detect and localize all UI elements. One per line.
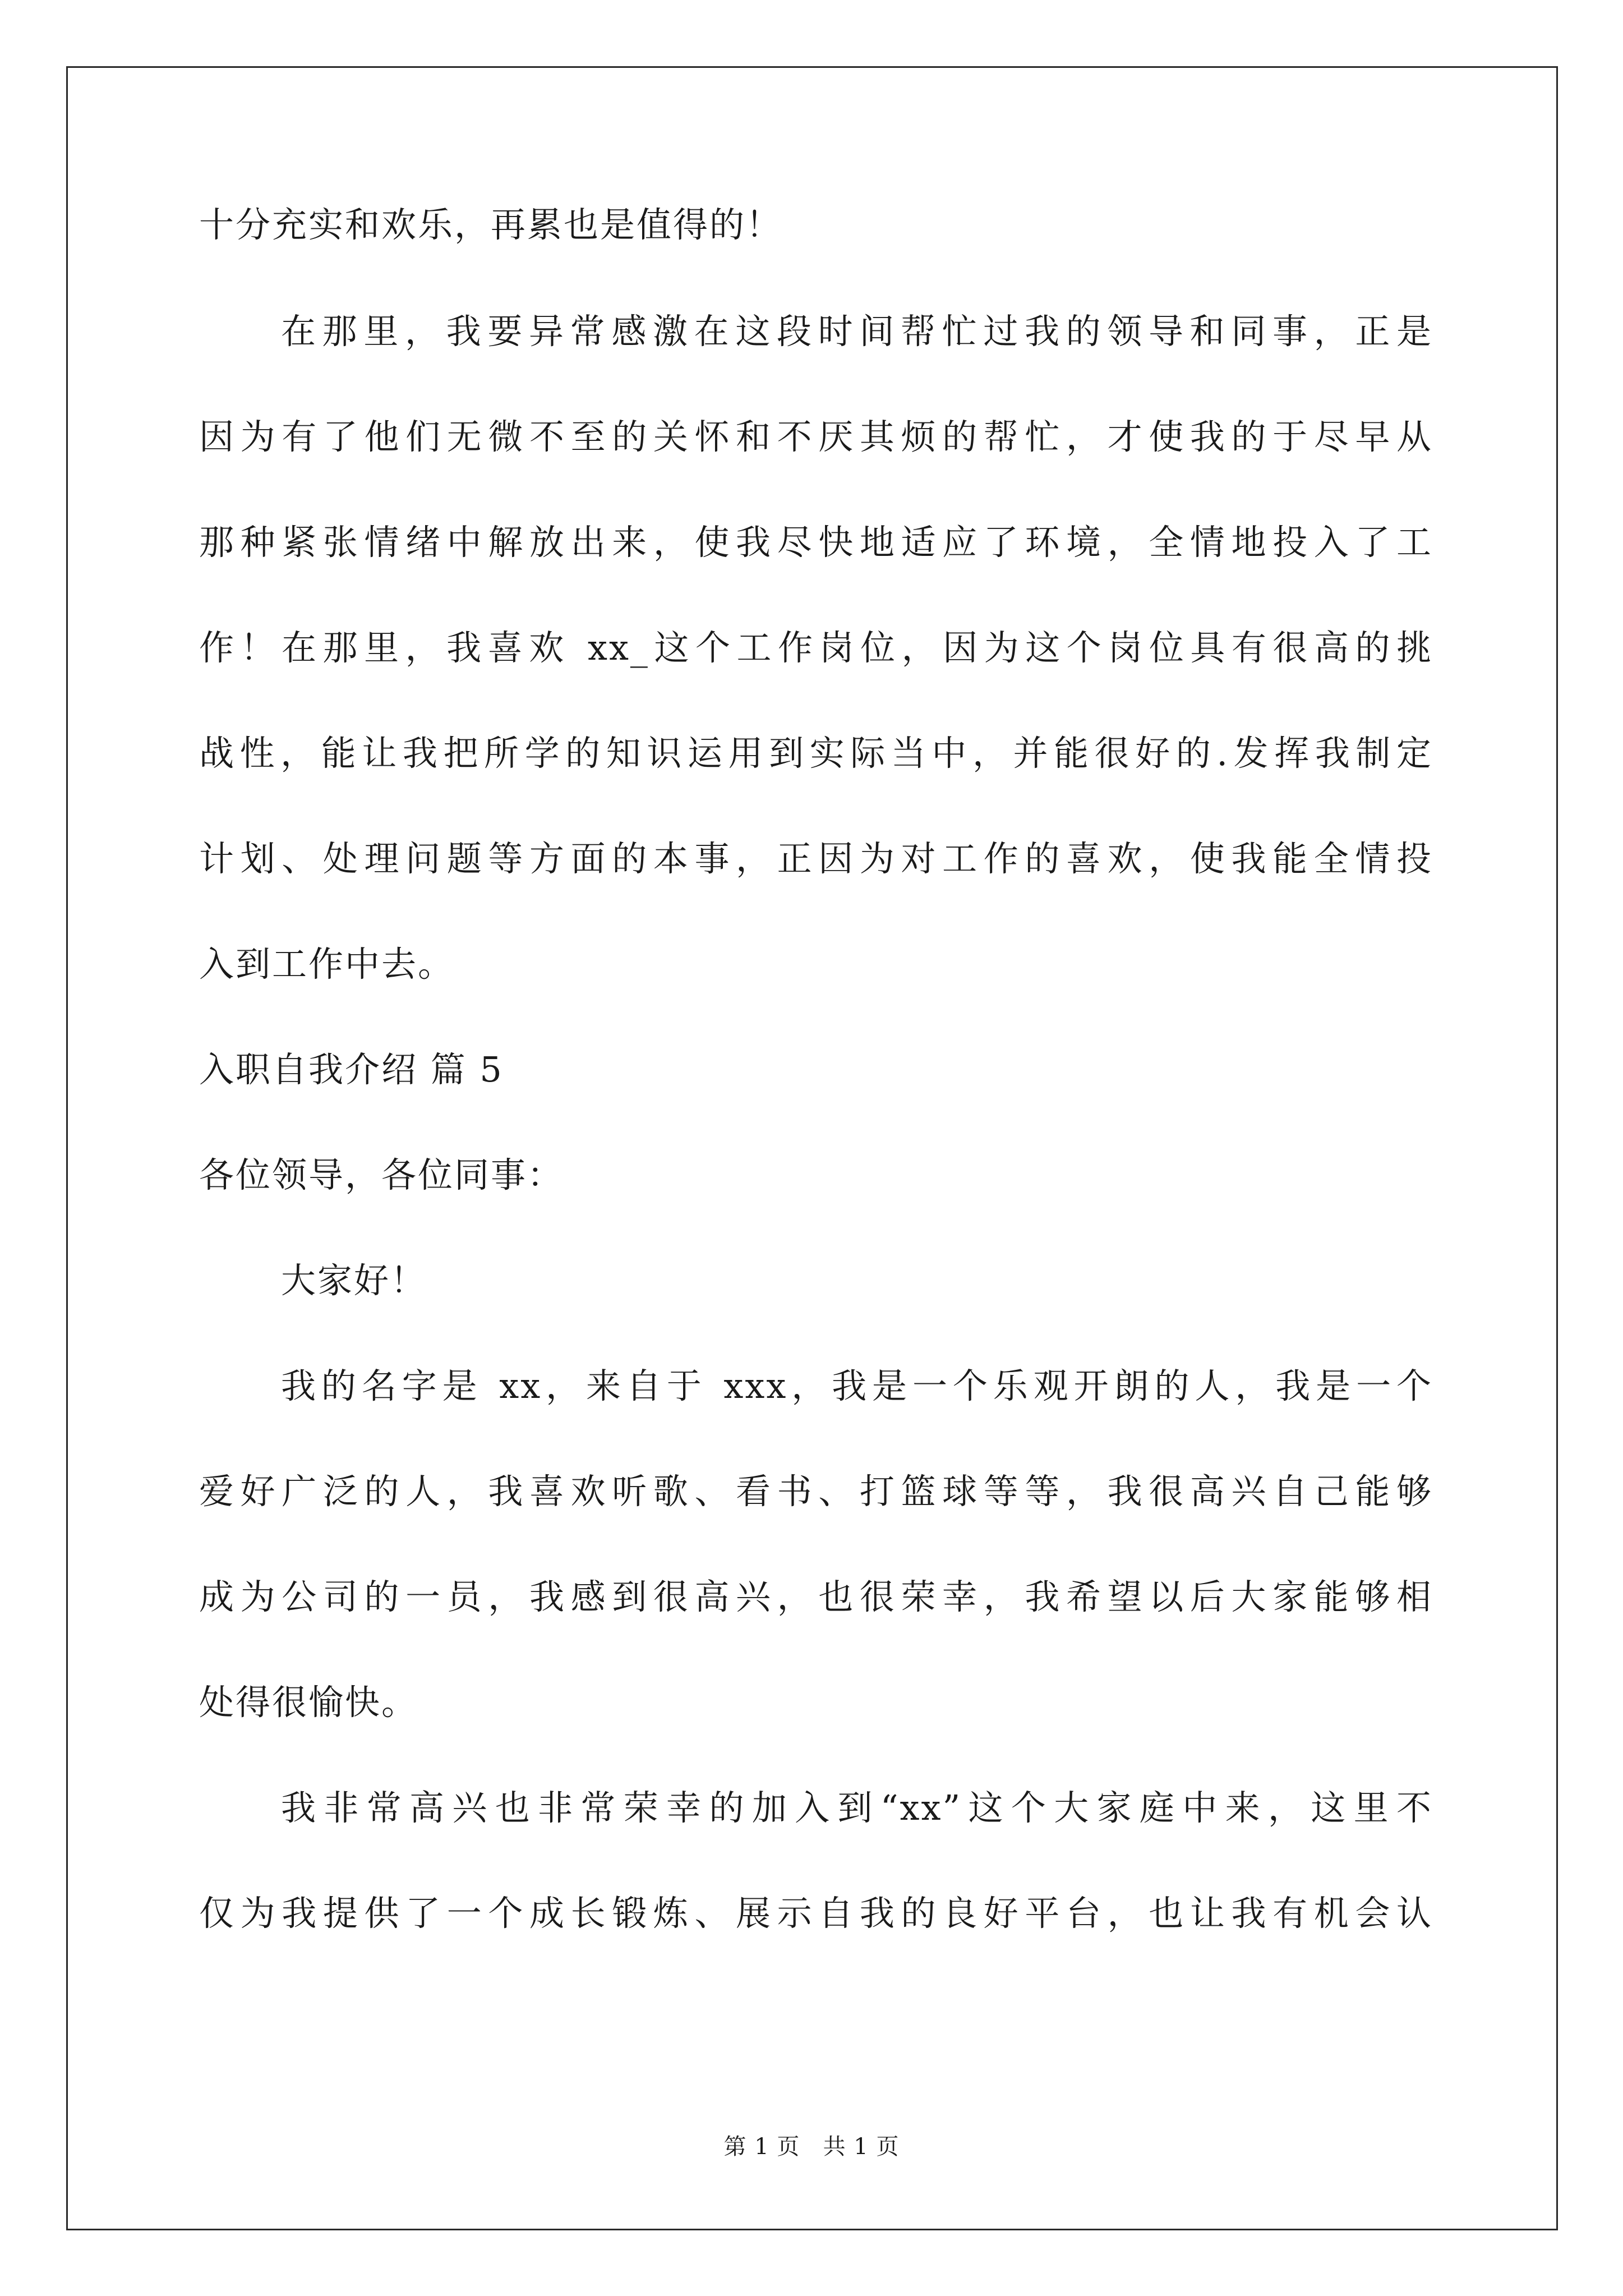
text-line: 处得很愉快。 [199,1682,418,1723]
text-line: 我的名字是 xx，来自于 xxx，我是一个乐观开朗的人，我是一个 [281,1365,1433,1406]
text-line: 成为公司的一员，我感到很高兴，也很荣幸，我希望以后大家能够相 [199,1576,1433,1617]
salutation: 各位领导，各位同事： [199,1154,564,1195]
section-heading: 入职自我介绍 篇 5 [199,1049,504,1090]
text-line: 作！在那里，我喜欢 xx_这个工作岗位，因为这个岗位具有很高的挑 [199,627,1433,668]
text-line: 仅为我提供了一个成长锻炼、展示自我的良好平台，也让我有机会认 [199,1893,1433,1934]
page-number-footer: 第 1 页 共 1 页 [723,2134,900,2160]
greeting: 大家好！ [281,1260,427,1301]
text-line: 那种紧张情绪中解放出来，使我尽快地适应了环境，全情地投入了工 [199,522,1433,563]
text-line: 战性，能让我把所学的知识运用到实际当中，并能很好的.发挥我制定 [199,733,1433,774]
text-line: 十分充实和欢乐，再累也是值得的！ [199,204,783,245]
text-line: 因为有了他们无微不至的关怀和不厌其烦的帮忙，才使我的于尽早从 [199,416,1433,457]
text-line: 入到工作中去。 [199,944,455,984]
text-line: 在那里，我要异常感激在这段时间帮忙过我的领导和同事，正是 [281,311,1433,352]
text-line: 爱好广泛的人，我喜欢听歌、看书、打篮球等等，我很高兴自己能够 [199,1471,1433,1512]
text-line: 计划、处理问题等方面的本事，正因为对工作的喜欢，使我能全情投 [199,838,1433,879]
text-line: 我非常高兴也非常荣幸的加入到“xx”这个大家庭中来，这里不 [281,1787,1433,1828]
